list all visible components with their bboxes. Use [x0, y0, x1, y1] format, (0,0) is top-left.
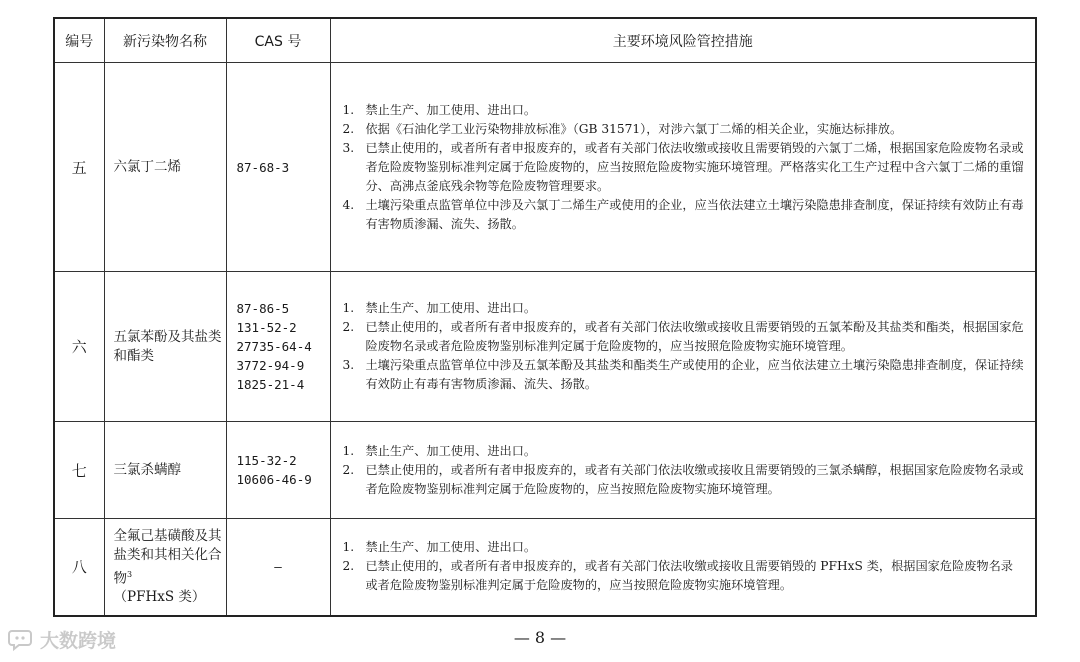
chat-bubble-icon: [8, 628, 34, 652]
measure-item: 2. 已禁止使用的，或者所有者申报废弃的，或者有关部门依法收缴或接收且需要销毁的五氯苯酚及其盐类和酯类，根据国家危险废物名录或者危险废物鉴别标准判定属于危险废物的，应当按照危险废物实施环境管理。: [342, 320, 1024, 353]
pollutant-name: 六氯丁二烯: [104, 63, 226, 272]
header-num: 编号: [54, 18, 104, 63]
cas-cell: [226, 422, 330, 519]
cas-number: 115-32-2: [236, 453, 297, 468]
measure-item: 3. 已禁止使用的，或者所有者申报废弃的，或者有关部门依法收缴或接收且需要销毁的六氯丁二烯，根据国家危险废物名录或者危险废物鉴别标准判定属于危险废物的，应当按照危险废物实施环境管理。严格落实化工生产过程中含六氯丁二烯的重馏分、高沸点釜底残余物等危险废物管理要求。: [342, 140, 1024, 193]
cas-number: 3772-94-9: [236, 358, 305, 373]
measure-item: 2. 已禁止使用的，或者所有者申报废弃的，或者有关部门依法收缴或接收且需要销毁的三氯杀螨醇，根据国家危险废物名录或者危险废物鉴别标准判定属于危险废物的，应当按照危险废物实施环境管理。: [342, 462, 1024, 496]
cas-cell: [226, 272, 330, 422]
cas-number: —: [274, 559, 282, 575]
header-name: 新污染物名称: [104, 18, 226, 63]
measure-item: 1. 禁止生产、加工使用、进出口。: [342, 102, 537, 117]
header-cas: CAS 号: [226, 18, 330, 63]
row-num: 七: [54, 422, 104, 519]
cas-cell: [226, 63, 330, 272]
table-header-row: [54, 18, 1036, 63]
measures-cell: [330, 519, 1036, 616]
cas-number: 1825-21-4: [236, 377, 305, 392]
pollutant-abbrev: （PFHxS 类）: [113, 589, 206, 605]
measure-item: 3. 土壤污染重点监管单位中涉及五氯苯酚及其盐类和酯类生产或使用的企业，应当依法建立土壤污染隐患排查制度，保证持续有效防止有毒有害物质渗漏、流失、扬散。: [342, 358, 1024, 391]
pollutant-name: 三氯杀螨醇: [104, 422, 226, 519]
pollutant-name: 全氟己基磺酸及其盐类和其相关化合物: [113, 527, 222, 586]
measure-item: 4. 土壤污染重点监管单位中涉及六氯丁二烯生产或使用的企业，应当依法建立土壤污染隐患排查制度，保证持续有效防止有毒有害物质渗漏、流失、扬散。: [342, 197, 1024, 231]
table-row: [54, 63, 1036, 272]
row-num: 八: [54, 519, 104, 616]
page-number: — 8 —: [513, 628, 567, 647]
pollutant-name: 五氯苯酚及其盐类和酯类: [104, 272, 226, 422]
pollutant-table: [53, 17, 1037, 617]
measures-cell: [330, 422, 1036, 519]
measure-item: 2. 依据《石油化学工业污染物排放标准》（GB 31571），对涉六氯丁二烯的相关企业，实施达标排放。: [342, 121, 903, 136]
cas-number: 87-68-3: [236, 159, 290, 175]
row-num: 五: [54, 63, 104, 272]
table-row: [54, 422, 1036, 519]
cas-number: 10606-46-9: [236, 472, 312, 487]
measure-item: 1. 禁止生产、加工使用、进出口。: [342, 443, 537, 458]
table-row: [54, 519, 1036, 616]
measure-item: 1. 禁止生产、加工使用、进出口。: [342, 301, 537, 315]
watermark-text: 大数跨境: [40, 630, 117, 652]
measures-cell: [330, 63, 1036, 272]
footnote-marker: 3: [127, 569, 133, 579]
cas-number: 87-86-5: [236, 301, 290, 316]
row-num: 六: [54, 272, 104, 422]
watermark: [8, 626, 116, 653]
measures-cell: [330, 272, 1036, 422]
cas-number: 131-52-2: [236, 320, 297, 335]
measure-item: 2. 已禁止使用的，或者所有者申报废弃的，或者有关部门依法收缴或接收且需要销毁的 PFHxS 类，根据国家危险废物名录或者危险废物鉴别标准判定属于危险废物的，应当按照危险废物实施环境管理。: [342, 559, 1013, 593]
pollutant-name-cell: [104, 519, 226, 616]
header-measures: 主要环境风险管控措施: [330, 18, 1036, 63]
table-row: [54, 272, 1036, 422]
cas-cell: [226, 519, 330, 616]
measure-item: 1. 禁止生产、加工使用、进出口。: [342, 540, 537, 555]
cas-number: 27735-64-4: [236, 339, 312, 354]
